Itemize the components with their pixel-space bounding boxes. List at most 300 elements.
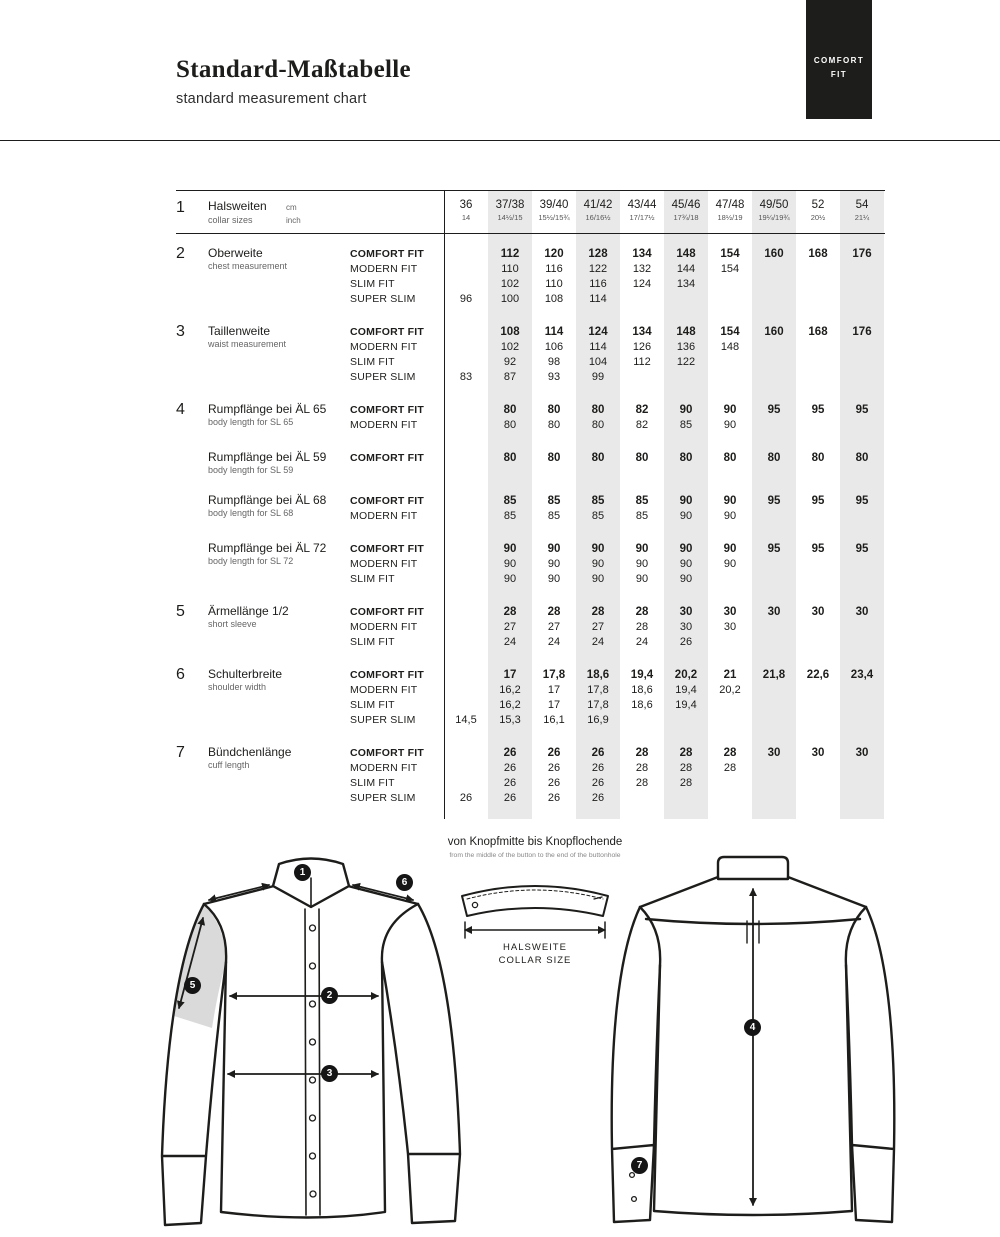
value-cell: 24 [591, 635, 605, 648]
value-cell: 114 [589, 292, 607, 305]
value-cell: 28 [635, 761, 649, 774]
size-inch: 21¼ [854, 213, 870, 222]
fit-row [350, 745, 884, 760]
value-cell: 114 [544, 325, 564, 338]
value-cell: 90 [679, 542, 693, 555]
collar-label-en: COLLAR SIZE [498, 955, 572, 967]
marker-2-chest: 2 [321, 987, 338, 1004]
value-cell: 90 [723, 494, 737, 507]
value-cell: 85 [591, 494, 605, 507]
measurement-section [176, 493, 885, 523]
value-cell: 90 [679, 572, 693, 585]
value-cell: 124 [632, 277, 652, 290]
collar-label-de: Halsweiten [208, 199, 267, 213]
value-cell: 28 [635, 620, 649, 633]
value-cell: 16,2 [499, 683, 521, 696]
measure-label-de: Schulterbreite [208, 667, 283, 681]
measurement-section [176, 745, 885, 805]
shirt-front-diagram [146, 856, 480, 1237]
value-cell: 27 [591, 620, 605, 633]
fit-row [350, 775, 884, 790]
value-cell: 136 [676, 340, 696, 353]
value-cell: 104 [588, 355, 608, 368]
front-placket [305, 909, 320, 1215]
measure-label-de: Ärmellänge 1/2 [208, 604, 289, 618]
row-number: 6 [176, 666, 185, 683]
value-cell: 90 [503, 542, 517, 555]
fit-row [350, 790, 884, 805]
value-cell: 30 [811, 746, 825, 759]
fit-row [350, 276, 884, 291]
value-cell: 26 [591, 776, 605, 789]
value-cell: 112 [633, 355, 651, 368]
title-block [176, 56, 411, 107]
fit-label: MODERN FIT [350, 509, 418, 522]
value-cell: 95 [811, 403, 825, 416]
size-cm: 37/38 [495, 199, 525, 211]
value-cell: 24 [503, 635, 517, 648]
table-body [176, 234, 885, 819]
measure-label-en: body length for SL 65 [208, 417, 294, 427]
fit-row [350, 339, 884, 354]
value-cell: 28 [679, 746, 693, 759]
value-cell: 108 [500, 325, 520, 338]
value-cell: 85 [635, 494, 649, 507]
value-cell: 82 [635, 403, 649, 416]
size-inch: 14½/15 [497, 213, 523, 222]
fit-label: COMFORT FIT [350, 451, 424, 464]
fit-label: MODERN FIT [350, 620, 418, 633]
size-cm: 45/46 [671, 199, 701, 211]
value-cell: 122 [676, 355, 696, 368]
value-cell: 110 [501, 262, 519, 275]
value-cell: 95 [855, 403, 869, 416]
size-cm: 36 [459, 199, 473, 211]
value-cell: 80 [635, 451, 649, 464]
size-inch: 17/17½ [629, 213, 655, 222]
unit-inch: inch [286, 216, 301, 225]
value-cell: 28 [635, 746, 649, 759]
value-cell: 30 [811, 605, 825, 618]
fit-label: MODERN FIT [350, 683, 418, 696]
value-cell: 28 [635, 776, 649, 789]
value-cell: 26 [591, 746, 605, 759]
shirt-back-diagram [600, 853, 906, 1237]
buttonhole-note-en: from the middle of the button to the end of the buttonhole [449, 852, 621, 859]
fit-row [350, 369, 884, 384]
value-cell: 95 [767, 403, 781, 416]
measure-label-de: Bündchenlänge [208, 745, 292, 759]
value-cell: 23,4 [850, 668, 874, 681]
fit-label: SLIM FIT [350, 635, 395, 648]
fit-row [350, 508, 884, 523]
measurement-section [176, 324, 885, 384]
fit-row [350, 697, 884, 712]
value-cell: 82 [635, 418, 649, 431]
value-cell: 90 [547, 557, 561, 570]
row-number: 7 [176, 744, 185, 761]
value-cell: 176 [852, 325, 872, 338]
measure-label-en: cuff length [208, 760, 250, 770]
front-body [204, 904, 418, 1218]
marker-3-waist: 3 [321, 1065, 338, 1082]
value-cell: 26 [679, 635, 693, 648]
value-cell: 15,3 [499, 713, 521, 726]
value-cell: 90 [679, 557, 693, 570]
fit-row [350, 450, 884, 465]
row-number: 2 [176, 245, 185, 262]
fit-row [350, 402, 884, 417]
fit-label: SLIM FIT [350, 698, 395, 711]
value-cell: 26 [591, 791, 605, 804]
size-column-header [796, 199, 840, 222]
fit-label: COMFORT FIT [350, 494, 424, 507]
value-cell: 26 [503, 791, 517, 804]
value-cell: 26 [547, 791, 561, 804]
value-cell: 112 [500, 247, 520, 260]
value-cell: 90 [679, 494, 693, 507]
fit-label: COMFORT FIT [350, 403, 424, 416]
back-cuff-buttons [630, 1173, 637, 1202]
size-column-header [444, 199, 488, 222]
fit-row [350, 682, 884, 697]
fit-row [350, 556, 884, 571]
fit-label: MODERN FIT [350, 761, 418, 774]
value-cell: 148 [676, 325, 696, 338]
fit-row [350, 324, 884, 339]
fit-label: COMFORT FIT [350, 605, 424, 618]
fit-row [350, 712, 884, 727]
value-cell: 134 [632, 247, 652, 260]
fit-row [350, 291, 884, 306]
collar-label-en: collar sizes [208, 215, 253, 225]
value-cell: 26 [591, 761, 605, 774]
value-cell: 85 [635, 509, 649, 522]
value-cell: 16,9 [587, 713, 609, 726]
value-cell: 26 [459, 791, 473, 804]
size-inch: 20½ [810, 213, 826, 222]
value-cell: 20,2 [674, 668, 698, 681]
value-cell: 30 [679, 620, 693, 633]
value-cell: 28 [503, 605, 517, 618]
value-cell: 90 [723, 403, 737, 416]
value-cell: 28 [723, 746, 737, 759]
value-cell: 96 [459, 292, 473, 305]
value-cell: 26 [547, 776, 561, 789]
value-cell: 17,8 [587, 698, 609, 711]
value-cell: 95 [811, 494, 825, 507]
fit-row [350, 261, 884, 276]
value-cell: 28 [679, 776, 693, 789]
value-cell: 80 [723, 451, 737, 464]
value-cell: 176 [852, 247, 872, 260]
row-number: 4 [176, 401, 185, 418]
front-buttons [310, 925, 317, 1197]
value-cell: 30 [723, 620, 737, 633]
buttonhole-note-de: von Knopfmitte bis Knopflochende [447, 836, 623, 848]
value-cell: 26 [503, 761, 517, 774]
value-cell: 90 [723, 542, 737, 555]
measure-label-en: body length for SL 68 [208, 508, 294, 518]
fit-row [350, 619, 884, 634]
value-cell: 116 [545, 262, 563, 275]
value-cell: 95 [811, 542, 825, 555]
value-cell: 21,8 [762, 668, 786, 681]
size-column-header [664, 199, 708, 222]
size-column-header [708, 199, 752, 222]
value-cell: 108 [544, 292, 564, 305]
marker-1-collar: 1 [294, 864, 311, 881]
value-cell: 19,4 [675, 698, 697, 711]
size-cm: 43/44 [627, 199, 657, 211]
value-cell: 16,2 [499, 698, 521, 711]
value-cell: 128 [588, 247, 608, 260]
fit-label: SLIM FIT [350, 277, 395, 290]
value-cell: 85 [547, 494, 561, 507]
value-cell: 28 [547, 605, 561, 618]
value-cell: 120 [544, 247, 564, 260]
measurement-section [176, 667, 885, 727]
value-cell: 154 [720, 247, 740, 260]
value-cell: 134 [632, 325, 652, 338]
value-cell: 134 [676, 277, 696, 290]
row-number: 3 [176, 323, 185, 340]
value-cell: 80 [503, 451, 517, 464]
fit-row [350, 354, 884, 369]
value-cell: 168 [808, 247, 828, 260]
size-inch: 16/16½ [585, 213, 611, 222]
value-cell: 110 [545, 277, 563, 290]
value-cell: 17 [547, 683, 561, 696]
fit-label: SUPER SLIM [350, 370, 416, 383]
row-number: 1 [176, 199, 185, 216]
measure-label-de: Rumpflänge bei ÄL 68 [208, 493, 327, 507]
value-cell: 28 [679, 761, 693, 774]
fit-label: SUPER SLIM [350, 713, 416, 726]
value-cell: 26 [547, 746, 561, 759]
value-cell: 85 [591, 509, 605, 522]
unit-cm: cm [286, 203, 297, 212]
measurement-section [176, 450, 885, 475]
value-cell: 90 [635, 557, 649, 570]
fit-label: MODERN FIT [350, 340, 418, 353]
value-cell: 90 [679, 509, 693, 522]
value-cell: 18,6 [631, 698, 653, 711]
value-cell: 80 [547, 451, 561, 464]
measure-label-de: Oberweite [208, 246, 263, 260]
value-cell: 90 [635, 572, 649, 585]
value-cell: 80 [503, 403, 517, 416]
fit-label: SLIM FIT [350, 355, 395, 368]
value-cell: 102 [500, 277, 520, 290]
row-number [176, 493, 208, 523]
shoulder-arrow-left [209, 885, 269, 900]
size-column-header [576, 199, 620, 222]
fit-label: MODERN FIT [350, 262, 418, 275]
size-column-header [752, 199, 796, 222]
value-cell: 27 [547, 620, 561, 633]
fit-label: COMFORT FIT [350, 668, 424, 681]
size-cm: 54 [855, 199, 869, 211]
size-column-header [620, 199, 664, 222]
value-cell: 80 [591, 403, 605, 416]
value-cell: 28 [635, 605, 649, 618]
fit-label: SUPER SLIM [350, 791, 416, 804]
fit-label: SLIM FIT [350, 572, 395, 585]
value-cell: 100 [500, 292, 520, 305]
value-cell: 148 [720, 340, 740, 353]
value-cell: 30 [767, 746, 781, 759]
value-cell: 148 [676, 247, 696, 260]
badge-line-2: FIT [830, 69, 848, 79]
page-subtitle: standard measurement chart [176, 91, 367, 107]
measure-label-en: body length for SL 59 [208, 465, 294, 475]
value-cell: 16,1 [543, 713, 565, 726]
value-cell: 106 [544, 340, 564, 353]
value-cell: 30 [679, 605, 693, 618]
measurement-section [176, 541, 885, 586]
measure-label-en: waist measurement [208, 339, 287, 349]
value-cell: 168 [808, 325, 828, 338]
value-cell: 85 [503, 509, 517, 522]
value-cell: 17,8 [542, 668, 566, 681]
value-cell: 95 [855, 494, 869, 507]
fit-label: COMFORT FIT [350, 247, 424, 260]
collar-band-diagram [452, 868, 618, 942]
value-cell: 144 [676, 262, 696, 275]
fit-label: COMFORT FIT [350, 542, 424, 555]
value-cell: 17 [547, 698, 561, 711]
fit-row [350, 571, 884, 586]
comfort-fit-badge [806, 0, 872, 119]
value-cell: 30 [855, 746, 869, 759]
row-number [176, 541, 208, 586]
value-cell: 17,8 [587, 683, 609, 696]
fit-row [350, 634, 884, 649]
header-divider [0, 140, 1000, 141]
front-right-sleeve [382, 904, 460, 1223]
value-cell: 24 [635, 635, 649, 648]
value-cell: 80 [547, 403, 561, 416]
value-cell: 90 [503, 572, 517, 585]
value-cell: 18,6 [586, 668, 610, 681]
fit-label: COMFORT FIT [350, 325, 424, 338]
value-cell: 83 [459, 370, 473, 383]
measurement-section [176, 246, 885, 306]
value-cell: 30 [767, 605, 781, 618]
value-cell: 90 [591, 557, 605, 570]
value-cell: 114 [589, 340, 607, 353]
value-cell: 116 [589, 277, 607, 290]
value-cell: 80 [855, 451, 869, 464]
value-cell: 102 [500, 340, 520, 353]
measure-label-en: short sleeve [208, 619, 257, 629]
value-cell: 99 [591, 370, 605, 383]
value-cell: 90 [503, 557, 517, 570]
value-cell: 90 [591, 542, 605, 555]
back-right-sleeve [846, 907, 894, 1222]
size-inch: 15½/15¾ [538, 213, 570, 222]
value-cell: 28 [591, 605, 605, 618]
value-cell: 90 [723, 509, 737, 522]
value-cell: 26 [547, 761, 561, 774]
value-cell: 26 [503, 776, 517, 789]
value-cell: 85 [679, 418, 693, 431]
value-cell: 95 [767, 494, 781, 507]
value-cell: 30 [723, 605, 737, 618]
value-cell: 160 [764, 247, 784, 260]
value-cell: 90 [547, 542, 561, 555]
size-inch: 19¼/19¾ [758, 213, 790, 222]
row-number: 5 [176, 603, 185, 620]
value-cell: 93 [547, 370, 561, 383]
value-cell: 92 [503, 355, 517, 368]
value-cell: 90 [679, 403, 693, 416]
collar-sizes-label [208, 199, 350, 225]
measure-label-de: Rumpflänge bei ÄL 72 [208, 541, 327, 555]
value-cell: 95 [767, 542, 781, 555]
fit-row [350, 667, 884, 682]
value-cell: 80 [811, 451, 825, 464]
size-column-header [488, 199, 532, 222]
size-column-header [532, 199, 576, 222]
table-header-row [176, 191, 885, 234]
value-cell: 80 [547, 418, 561, 431]
value-cell: 90 [723, 418, 737, 431]
fit-label: SUPER SLIM [350, 292, 416, 305]
value-cell: 14,5 [455, 713, 477, 726]
fit-row [350, 541, 884, 556]
value-cell: 17 [503, 668, 517, 681]
value-cell: 80 [591, 418, 605, 431]
value-cell: 20,2 [719, 683, 741, 696]
size-inch: 18½/19 [717, 213, 743, 222]
fit-row [350, 493, 884, 508]
value-cell: 160 [764, 325, 784, 338]
measurement-section [176, 604, 885, 649]
value-cell: 80 [503, 418, 517, 431]
value-cell: 87 [503, 370, 517, 383]
value-cell: 21 [723, 668, 737, 681]
value-cell: 90 [723, 557, 737, 570]
value-cell: 98 [547, 355, 561, 368]
value-cell: 124 [588, 325, 608, 338]
measure-label-en: body length for SL 72 [208, 556, 294, 566]
fit-label: MODERN FIT [350, 418, 418, 431]
badge-line-1: COMFORT [813, 55, 865, 65]
back-collar [718, 857, 788, 879]
value-cell: 80 [591, 451, 605, 464]
collar-label-de: HALSWEITE [503, 942, 567, 953]
measurement-section [176, 402, 885, 432]
value-cell: 154 [720, 325, 740, 338]
value-cell: 126 [632, 340, 652, 353]
marker-7-cuff: 7 [631, 1157, 648, 1174]
value-cell: 27 [503, 620, 517, 633]
size-cm: 49/50 [759, 199, 789, 211]
size-cm: 52 [811, 199, 825, 211]
value-cell: 28 [723, 761, 737, 774]
value-cell: 85 [503, 494, 517, 507]
value-cell: 19,4 [675, 683, 697, 696]
value-cell: 85 [547, 509, 561, 522]
value-cell: 90 [547, 572, 561, 585]
back-left-sleeve [612, 907, 660, 1222]
measure-label-en: shoulder width [208, 682, 267, 692]
value-cell: 24 [547, 635, 561, 648]
value-cell: 80 [767, 451, 781, 464]
value-cell: 154 [720, 262, 740, 275]
